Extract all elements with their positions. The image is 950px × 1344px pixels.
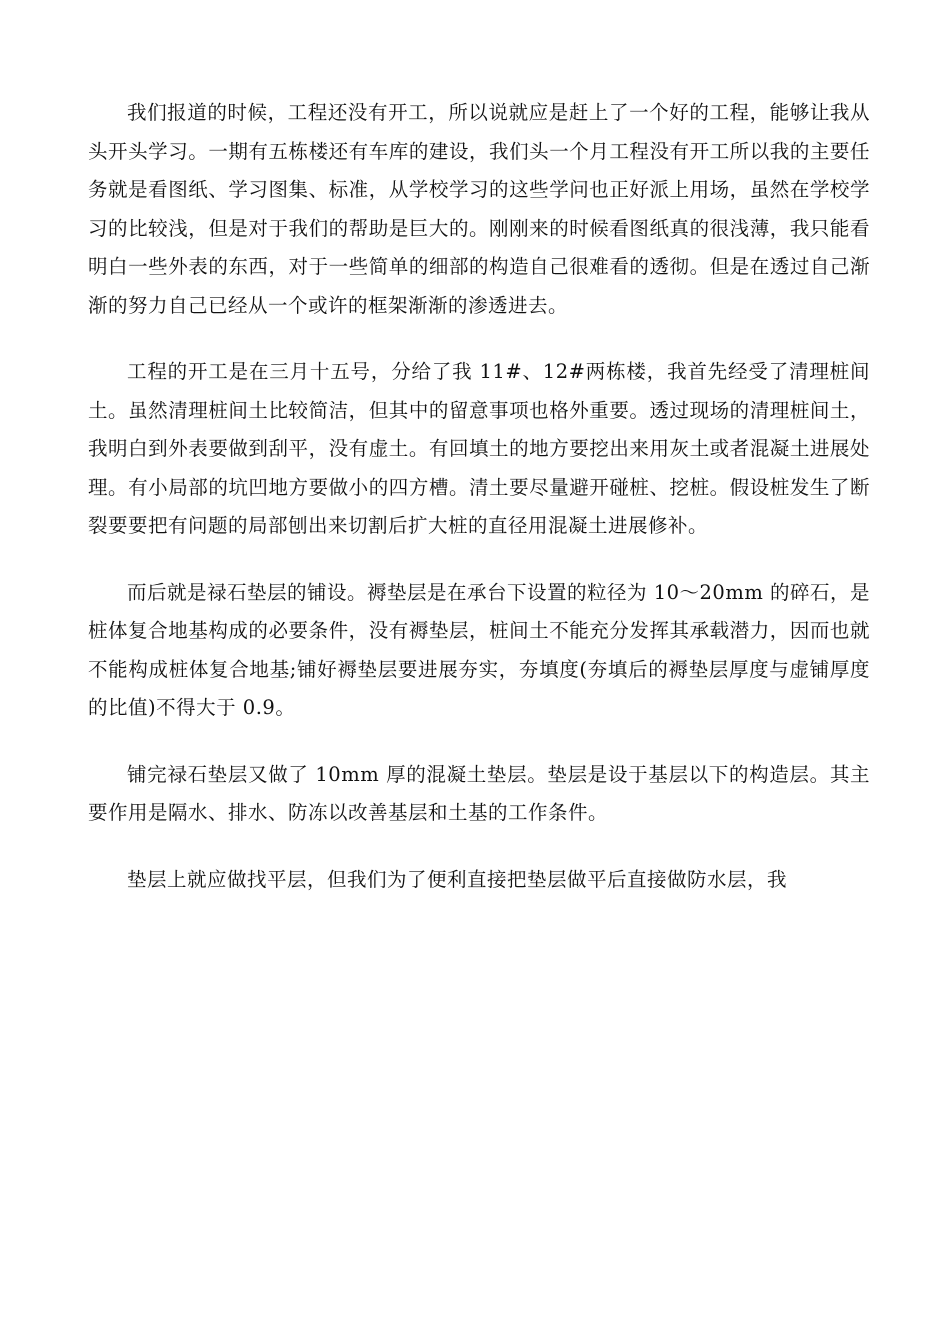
paragraph-5: 垫层上就应做找平层，但我们为了便利直接把垫层做平后直接做防水层，我 [127, 867, 788, 891]
paragraph-3: 而后就是禄石垫层的铺设。褥垫层是在承台下设置的粒径为 10～20mm 的碎石，是桩体复合地基构成的必要条件，没有褥垫层，桩间土不能充分发挥其承载潜力，因而也就不能构成桩体复合地基;铺好褥垫层要进展夯实，夯填度(夯填后的褥垫层厚度与虚铺厚度的比值)不得大于 0.9。 [88, 580, 871, 719]
paragraph-1: 我们报道的时候，工程还没有开工，所以说就应是赶上了一个好的工程，能够让我从头开头学习。一期有五栋楼还有车库的建设，我们头一个月工程没有开工所以我的主要任务就是看图纸、学习图集、标准，从学校学习的这些学问也正好派上用场，虽然在学校学习的比较浅，但是对于我们的帮助是巨大的。刚刚来的时候看图纸真的很浅薄，我只能看明白一些外表的东西，对于一些简单的细部的构造自己很难看的透彻。但是在透过自己渐渐的努力自己已经从一个或许的框架渐渐的渗透进去。 [88, 101, 870, 317]
paragraph-2: 工程的开工是在三月十五号，分给了我 11#、12#两栋楼，我首先经受了清理桩间土。虽然清理桩间土比较简洁，但其中的留意事项也格外重要。透过现场的清理桩间土，我明白到外表要做到刮平，没有虚土。有回填土的地方要挖出来用灰土或者混凝土进展处理。有小局部的坑凹地方要做小的四方槽。清土要尽量避开碰桩、挖桩。假设桩发生了断裂要要把有问题的局部刨出来切割后扩大桩的直径用混凝土进展修补。 [88, 360, 870, 537]
paragraph-4: 铺完禄石垫层又做了 10mm 厚的混凝土垫层。垫层是设于基层以下的构造层。其主要作用是隔水、排水、防冻以改善基层和土基的工作条件。 [88, 762, 870, 824]
